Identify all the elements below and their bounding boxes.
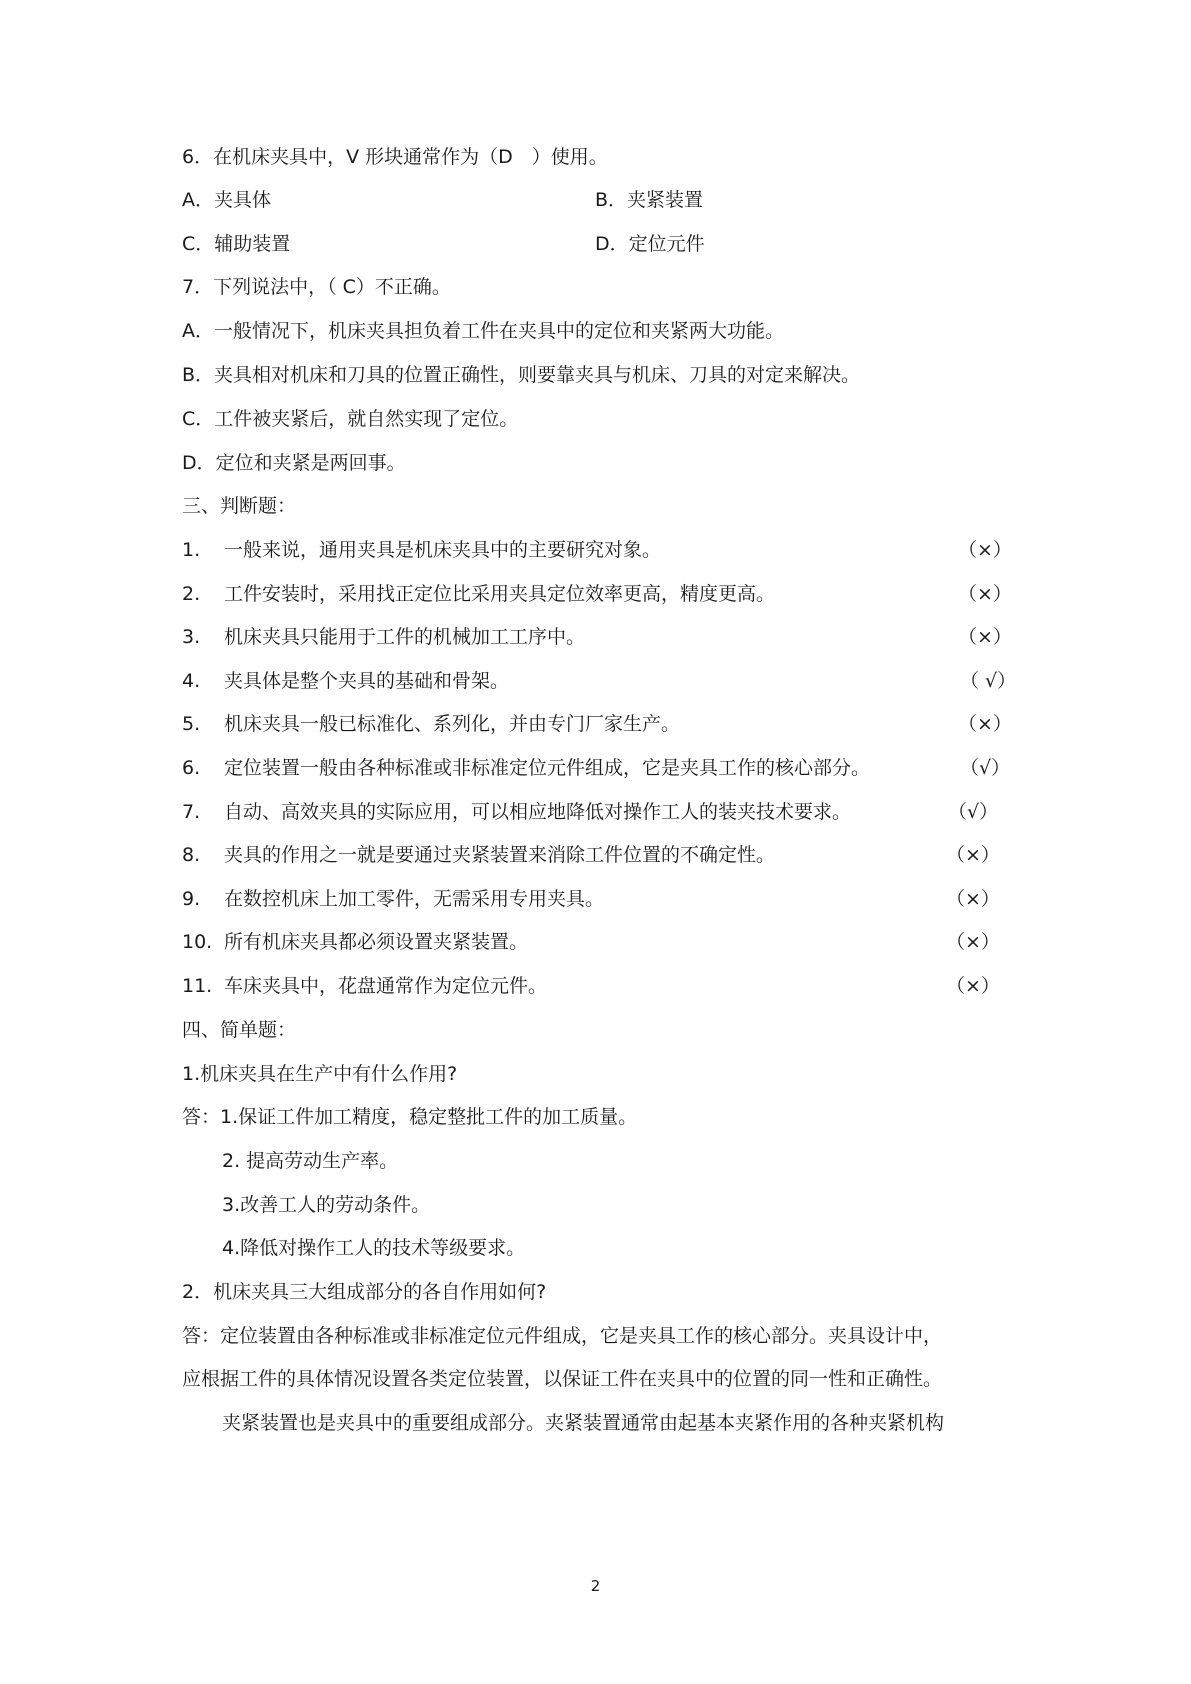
judgement-answer: （√） [948,801,999,823]
judgement-number: 5. [182,713,201,735]
question-6-option-d: D．定位元件 [595,233,705,255]
judgement-text: 自动、高效夹具的实际应用，可以相应地降低对操作工人的装夹技术要求。 [224,801,852,823]
judgement-answer: （×） [946,975,1000,997]
judgement-number: 7. [182,801,201,823]
judgement-item [182,843,1022,867]
question-6-stem: 6．在机床夹具中，V 形块通常作为（D ）使用。 [182,146,608,168]
judgement-number: 3. [182,626,201,648]
judgement-answer: （×） [946,844,1000,866]
judgement-answer: （×） [958,539,1012,561]
judgement-item [182,712,1022,736]
short-question-2: 2．机床夹具三大组成部分的各自作用如何? [182,1281,547,1303]
short-answer-1-line: 3.改善工人的劳动条件。 [222,1194,431,1216]
short-answer-2-line: 应根据工件的具体情况设置各类定位装置，以保证工件在夹具中的位置的同一性和正确性。 [182,1368,943,1390]
judgement-item [182,625,1022,649]
judgement-text: 机床夹具只能用于工件的机械加工工序中。 [224,626,586,648]
judgement-text: 在数控机床上加工零件，无需采用专用夹具。 [224,888,605,910]
judgement-item [182,582,1022,606]
judgement-item [182,887,1022,911]
judgement-item [182,800,1022,824]
question-6-option-b: B．夹紧装置 [595,189,704,211]
section-4-title: 四、简单题： [182,1019,297,1041]
judgement-item [182,930,1022,954]
question-6-option-a: A．夹具体 [182,189,271,211]
judgement-text: 夹具体是整个夹具的基础和骨架。 [224,670,510,692]
judgement-number: 1. [182,539,201,561]
judgement-number: 6. [182,757,201,779]
short-answer-1-line: 4.降低对操作工人的技术等级要求。 [222,1237,526,1259]
question-6-option-c: C．辅助装置 [182,233,291,255]
question-7-option-b: B．夹具相对机床和刀具的位置正确性，则要靠夹具与机床、刀具的对定来解决。 [182,364,861,386]
judgement-answer: （ √） [960,670,1017,692]
judgement-number: 10. [182,931,213,953]
page-number: 2 [590,1577,601,1595]
judgement-number: 11. [182,975,213,997]
judgement-answer: （√） [960,757,1011,779]
judgement-text: 车床夹具中，花盘通常作为定位元件。 [224,975,548,997]
judgement-item [182,538,1022,562]
short-answer-1-line: 2. 提高劳动生产率。 [222,1150,399,1172]
question-7-stem: 7．下列说法中，（ C）不正确。 [182,276,451,298]
judgement-text: 定位装置一般由各种标准或非标准定位元件组成，它是夹具工作的核心部分。 [224,757,871,779]
judgement-answer: （×） [946,931,1000,953]
judgement-number: 9. [182,888,201,910]
judgement-item [182,974,1022,998]
section-3-title: 三、判断题： [182,495,297,517]
question-7-option-c: C．工件被夹紧后，就自然实现了定位。 [182,408,519,430]
short-question-1: 1.机床夹具在生产中有什么作用? [182,1063,458,1085]
judgement-answer: （×） [958,713,1012,735]
question-7-option-d: D．定位和夹紧是两回事。 [182,452,406,474]
short-answer-2-line: 答：定位装置由各种标准或非标准定位元件组成，它是夹具工作的核心部分。夹具设计中， [182,1325,943,1347]
judgement-answer: （×） [958,626,1012,648]
judgement-text: 工件安装时，采用找正定位比采用夹具定位效率更高，精度更高。 [224,583,776,605]
short-answer-1-line: 答：1.保证工件加工精度，稳定整批工件的加工质量。 [182,1106,638,1128]
short-answer-2-line: 夹紧装置也是夹具中的重要组成部分。夹紧装置通常由起基本夹紧作用的各种夹紧机构 [222,1412,945,1434]
judgement-text: 机床夹具一般已标准化、系列化，并由专门厂家生产。 [224,713,681,735]
judgement-number: 2. [182,583,201,605]
judgement-answer: （×） [946,888,1000,910]
judgement-number: 4. [182,670,201,692]
question-7-option-a: A．一般情况下，机床夹具担负着工件在夹具中的定位和夹紧两大功能。 [182,320,784,342]
judgement-number: 8. [182,844,201,866]
judgement-text: 所有机床夹具都必须设置夹紧装置。 [224,931,529,953]
judgement-text: 夹具的作用之一就是要通过夹紧装置来消除工件位置的不确定性。 [224,844,776,866]
judgement-text: 一般来说，通用夹具是机床夹具中的主要研究对象。 [224,539,662,561]
judgement-item [182,669,1022,693]
judgement-item [182,756,1022,780]
judgement-answer: （×） [958,583,1012,605]
